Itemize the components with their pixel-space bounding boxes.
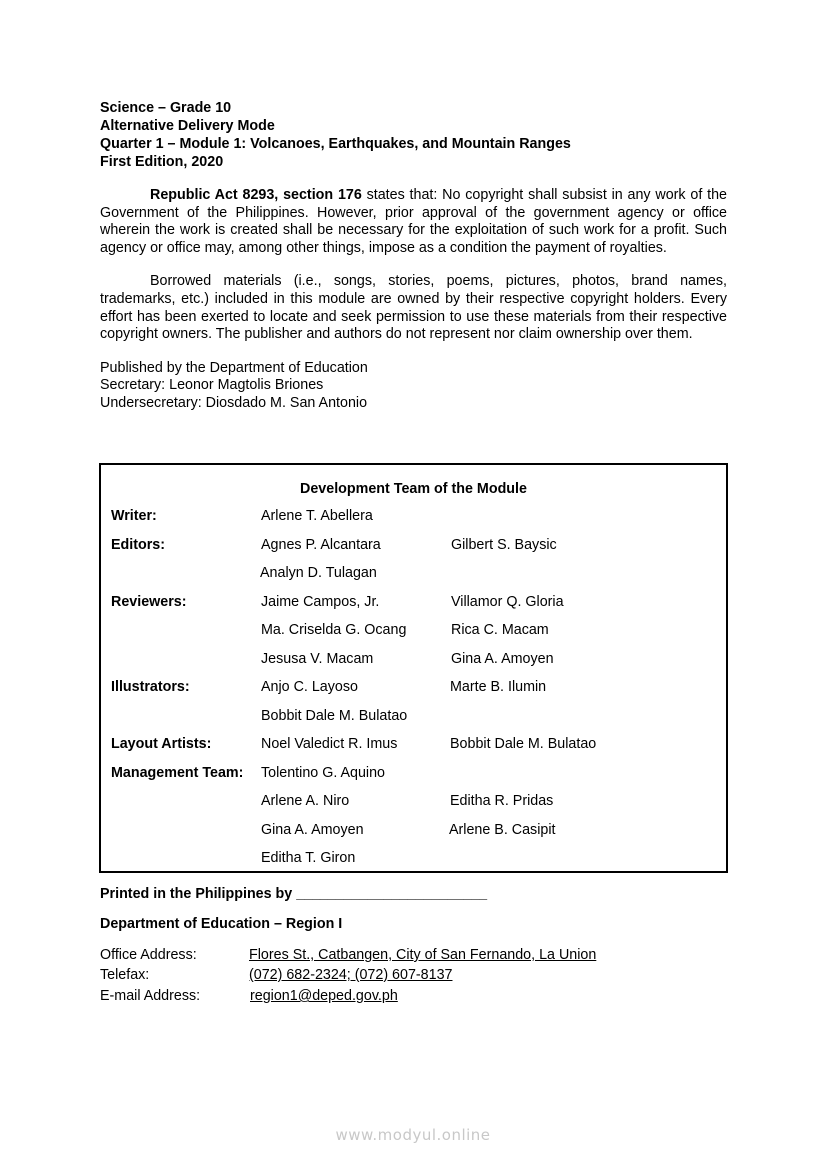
team-member: Noel Valedict R. Imus — [261, 736, 398, 752]
team-member: Jesusa V. Macam — [261, 651, 374, 667]
team-member: Arlene A. Niro — [261, 793, 350, 809]
team-member: Jaime Campos, Jr. — [261, 594, 380, 610]
team-member: Bobbit Dale M. Bulatao — [450, 736, 597, 752]
secretary-line: Secretary: Leonor Magtolis Briones — [100, 377, 324, 394]
publisher-block — [100, 360, 727, 413]
development-team-box — [99, 463, 728, 873]
team-role: Management Team: — [111, 765, 244, 781]
team-member: Editha R. Pridas — [450, 793, 554, 809]
team-title: Development Team of the Module — [300, 481, 527, 497]
office-address-label: Office Address: — [100, 947, 197, 963]
team-member: Villamor Q. Gloria — [451, 594, 564, 610]
publisher-line: Published by the Department of Education — [100, 359, 368, 376]
team-member: Arlene B. Casipit — [449, 822, 556, 838]
team-member: Gina A. Amoyen — [261, 822, 364, 838]
team-member: Ma. Criselda G. Ocang — [261, 622, 407, 638]
team-member: Editha T. Giron — [261, 850, 356, 866]
borrowed-text: Borrowed materials (i.e., songs, stories, poems, pictures, photos, brand names, trademarks, etc.) included in this module are owned by their respective copyright holders. Every effort has been exerted to locate and seek permission to use these materials from their respective copyright owners. The publisher and authors do not represent nor claim ownership over them. — [100, 273, 727, 343]
telefax-label: Telefax: — [100, 967, 150, 983]
team-member: Gina A. Amoyen — [451, 651, 554, 667]
team-role: Illustrators: — [111, 679, 190, 695]
watermark: www.modyul.online — [335, 1126, 491, 1144]
module-title: Quarter 1 – Module 1: Volcanoes, Earthquakes, and Mountain Ranges — [100, 136, 571, 152]
office-address-value[interactable]: Flores St., Catbangen, City of San Fernando, La Union — [249, 947, 597, 963]
office-name: Department of Education – Region I — [100, 916, 343, 932]
team-member: Gilbert S. Baysic — [451, 537, 557, 553]
team-member: Agnes P. Alcantara — [261, 537, 381, 553]
team-role: Reviewers: — [111, 594, 187, 610]
team-member: Analyn D. Tulagan — [260, 565, 377, 581]
document-body — [100, 99, 727, 413]
team-member: Bobbit Dale M. Bulatao — [261, 708, 408, 724]
edition: First Edition, 2020 — [100, 154, 224, 170]
borrowed-materials-paragraph — [100, 273, 727, 343]
team-role: Editors: — [111, 537, 166, 553]
team-member: Marte B. Ilumin — [450, 679, 547, 695]
team-member: Rica C. Macam — [451, 622, 549, 638]
undersecretary-line: Undersecretary: Diosdado M. San Antonio — [100, 394, 368, 411]
printed-by-line: Printed in the Philippines by ________________________ — [100, 886, 488, 902]
email-link[interactable]: region1@deped.gov.ph — [250, 988, 398, 1004]
telefax-value[interactable]: (072) 682-2324; (072) 607-8137 — [249, 967, 453, 983]
copyright-paragraph — [100, 187, 727, 257]
copyright-law-reference: Republic Act 8293, section 176 — [150, 187, 362, 203]
subject-title: Science – Grade 10 — [100, 100, 232, 116]
team-role: Layout Artists: — [111, 736, 212, 752]
copyright-text: states that: No copyright shall subsist in any work of the Government of the Philippines. However, prior approval of the government agency or office wherein the work is created shall be necessary for the exploitation of such work for a profit. Such agency or office may, among other things, impose as a condition the payment of royalties. — [100, 187, 727, 256]
team-role: Writer: — [111, 508, 157, 524]
team-member: Anjo C. Layoso — [261, 679, 358, 695]
email-label: E-mail Address: — [100, 988, 201, 1004]
team-member: Arlene T. Abellera — [261, 508, 373, 524]
team-member: Tolentino G. Aquino — [261, 765, 385, 781]
delivery-mode: Alternative Delivery Mode — [100, 118, 275, 134]
